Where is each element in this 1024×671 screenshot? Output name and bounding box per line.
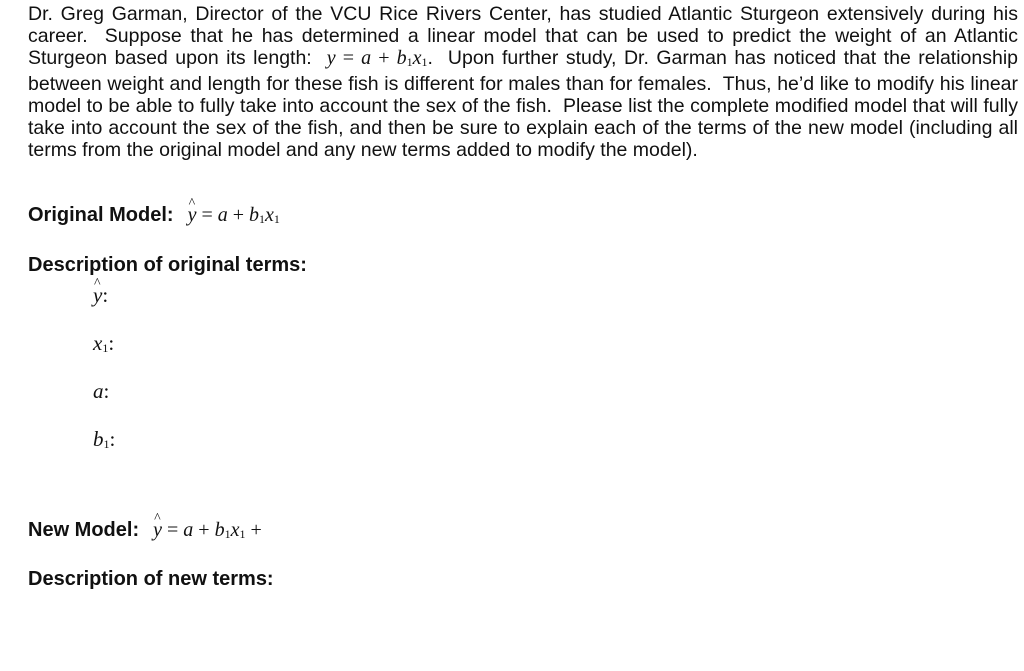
original-model-equation: ^ y = a + b1x1 [188, 204, 280, 226]
original-model-label: Original Model: [28, 204, 174, 226]
new-model-heading [28, 518, 262, 546]
intro-sentence-2: Suppose that he has determined a linear model that can be used to predict the weight of an Atlantic Sturgeon based upon its length: [28, 25, 1018, 69]
original-terms-heading: Description of original terms: [28, 254, 307, 276]
new-model-label: New Model: [28, 519, 140, 541]
term-a: a: [93, 379, 110, 403]
new-model-equation: ^ y = a + b1x1 + [153, 519, 262, 541]
intro-sentence-1: Dr. Greg Garman, Director of the VCU Rice Rivers Center, has studied Atlantic Sturgeon extensively during his career. [28, 3, 1018, 47]
term-x1: x1: [93, 331, 115, 355]
inline-model-equation: y = a + b1x1 [326, 47, 428, 69]
intro-sentence-3: Upon further study, Dr. Garman has noticed that the relationship between weight and length for these fish is different for males than for females. [28, 47, 1019, 95]
intro-sentence-5: Please list the complete modified model that will fully take into account the sex of the fish, and then be sure to explain each of the terms of the new model (including all terms from the original model and any new terms added to modify the model). [28, 95, 1018, 161]
original-model-heading [28, 203, 280, 231]
problem-statement: Dr. Greg Garman, Director of the VCU Rice Rivers Center, has studied Atlantic Sturgeon extensively during his career. Suppose that he has determined a linear model that can be used to predict the weight of an Atlantic Sturgeon based upon its length: y = a + b1x1. Upon further study, Dr. Garman has noticed that the relationship between weight and length for these fish is different for males than for females. Thus, he’d like to modify his linear model to be able to fully take into account the sex of the fish. Please list the complete modified model that will fully take into account the sex of the fish, and then be sure to explain each of the terms of the new model (including all terms from the original model and any new terms added to modify the model). [28, 3, 1019, 161]
term-y-hat: ^ y: [93, 283, 108, 307]
new-terms-heading: Description of new terms: [28, 568, 274, 590]
term-b1: b1: [93, 427, 116, 451]
intro-sentence-4: Thus, he’d like to modify his linear model to be able to fully take into account the sex of the fish. [28, 73, 1019, 117]
